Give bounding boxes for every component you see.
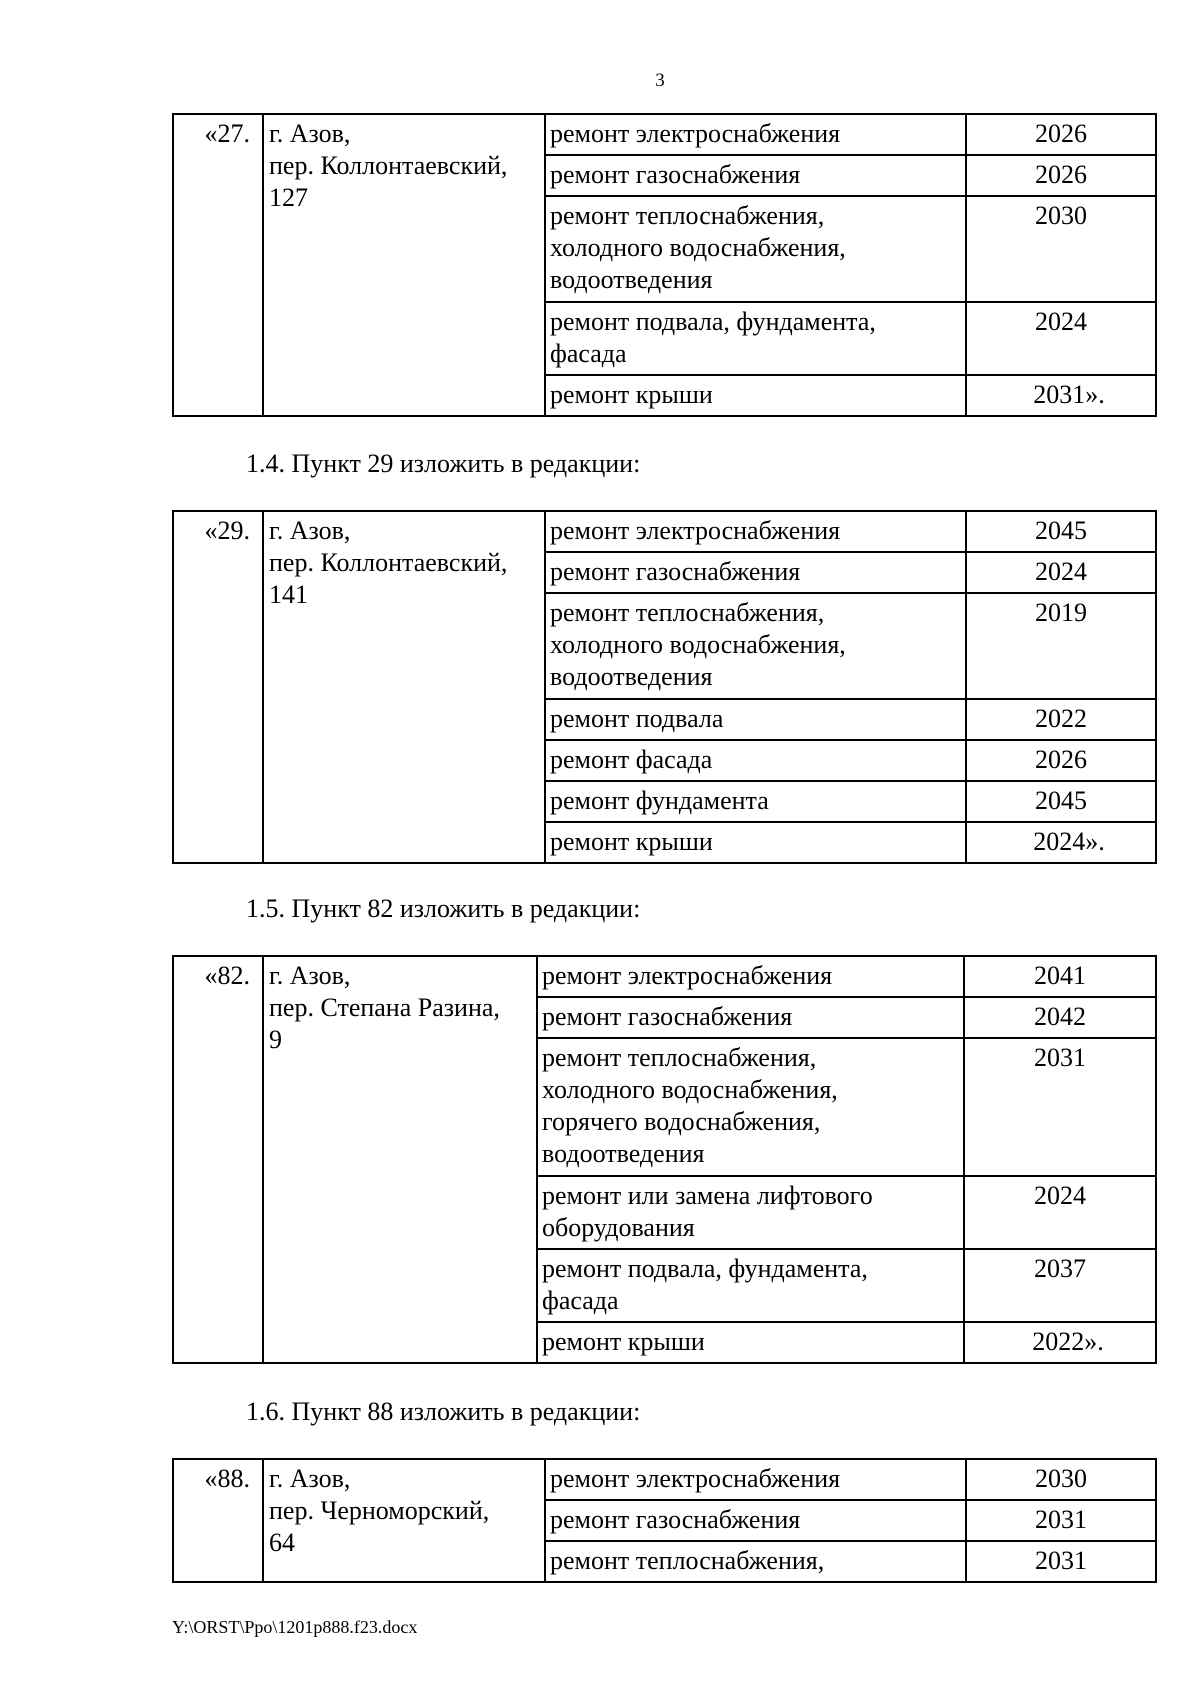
item-number: «29. — [173, 511, 263, 863]
work-type: ремонт теплоснабжения, — [545, 1541, 966, 1582]
work-year-value: 2022 — [1035, 704, 1087, 733]
work-type: ремонт электроснабжения — [545, 114, 966, 155]
item-27-table — [172, 113, 1157, 417]
work-type: ремонт подвала, фундамента, фасада — [537, 1249, 964, 1322]
work-year-value: 2030 — [1035, 201, 1087, 230]
work-year-value: 2042 — [1034, 1002, 1086, 1031]
section-intro-1-5: 1.5. Пункт 82 изложить в редакции: — [246, 894, 641, 923]
work-year-value: 2037 — [1034, 1254, 1086, 1283]
work-year-value: 2026 — [1035, 745, 1087, 774]
work-type: ремонт теплоснабжения, холодного водоснабжения, водоотведения — [545, 196, 966, 302]
work-year-value: 2024 — [1035, 557, 1087, 586]
work-type: ремонт электроснабжения — [537, 956, 964, 997]
item-29-table — [172, 510, 1157, 864]
work-year-value: 2022». — [1032, 1327, 1104, 1356]
work-type: ремонт подвала, фундамента, фасада — [545, 302, 966, 375]
work-year — [964, 1249, 1156, 1322]
work-year-value: 2045 — [1035, 786, 1087, 815]
work-type: ремонт фасада — [545, 740, 966, 781]
work-year — [964, 1038, 1156, 1176]
work-type: ремонт теплоснабжения, холодного водоснабжения, горячего водоснабжения, водоотведения — [537, 1038, 964, 1176]
work-year — [966, 511, 1156, 552]
work-year — [966, 1541, 1156, 1582]
page-number: 3 — [655, 70, 665, 91]
work-year-value: 2024 — [1035, 307, 1087, 336]
work-year-value: 2031 — [1035, 1505, 1087, 1534]
footer-file-path: Y:\ORST\Ppo\1201p888.f23.docx — [172, 1617, 418, 1637]
work-type: ремонт электроснабжения — [545, 1459, 966, 1500]
work-year-value: 2031 — [1034, 1043, 1086, 1072]
work-year-value: 2019 — [1035, 598, 1087, 627]
work-year — [966, 302, 1156, 375]
work-type: ремонт газоснабжения — [545, 155, 966, 196]
work-type: ремонт фундамента — [545, 781, 966, 822]
work-year-value: 2026 — [1035, 119, 1087, 148]
work-year — [966, 155, 1156, 196]
work-year-value: 2026 — [1035, 160, 1087, 189]
work-year — [966, 552, 1156, 593]
item-82-table — [172, 955, 1157, 1364]
work-type: ремонт крыши — [537, 1322, 964, 1363]
work-year — [966, 114, 1156, 155]
work-year-value: 2031». — [1033, 380, 1105, 409]
item-address: г. Азов, пер. Коллонтаевский, 127 — [263, 114, 545, 416]
work-year — [966, 781, 1156, 822]
item-number: «82. — [173, 956, 263, 1363]
work-type: ремонт газоснабжения — [545, 1500, 966, 1541]
work-year-value: 2030 — [1035, 1464, 1087, 1493]
work-type: ремонт крыши — [545, 375, 966, 416]
work-type: ремонт электроснабжения — [545, 511, 966, 552]
work-type: ремонт или замена лифтового оборудования — [537, 1176, 964, 1249]
work-year-value: 2024». — [1033, 827, 1105, 856]
work-type: ремонт газоснабжения — [545, 552, 966, 593]
work-year — [966, 1459, 1156, 1500]
item-address: г. Азов, пер. Коллонтаевский, 141 — [263, 511, 545, 863]
section-intro-1-4: 1.4. Пункт 29 изложить в редакции: — [246, 449, 641, 478]
item-address: г. Азов, пер. Черноморский, 64 — [263, 1459, 545, 1582]
work-year — [964, 1322, 1156, 1363]
work-year — [966, 196, 1156, 302]
work-year — [966, 1500, 1156, 1541]
item-88-table — [172, 1458, 1157, 1583]
work-year — [966, 375, 1156, 416]
item-number: «27. — [173, 114, 263, 416]
work-year-value: 2041 — [1034, 961, 1086, 990]
work-type: ремонт газоснабжения — [537, 997, 964, 1038]
work-year — [966, 740, 1156, 781]
work-year — [966, 822, 1156, 863]
section-intro-1-6: 1.6. Пункт 88 изложить в редакции: — [246, 1397, 641, 1426]
work-year-value: 2031 — [1035, 1546, 1087, 1575]
work-year — [966, 699, 1156, 740]
work-year — [964, 1176, 1156, 1249]
work-year-value: 2045 — [1035, 516, 1087, 545]
item-address: г. Азов, пер. Степана Разина, 9 — [263, 956, 537, 1363]
work-type: ремонт подвала — [545, 699, 966, 740]
item-number: «88. — [173, 1459, 263, 1582]
work-type: ремонт теплоснабжения, холодного водоснабжения, водоотведения — [545, 593, 966, 699]
work-year — [964, 956, 1156, 997]
work-type: ремонт крыши — [545, 822, 966, 863]
work-year-value: 2024 — [1034, 1181, 1086, 1210]
work-year — [966, 593, 1156, 699]
work-year — [964, 997, 1156, 1038]
